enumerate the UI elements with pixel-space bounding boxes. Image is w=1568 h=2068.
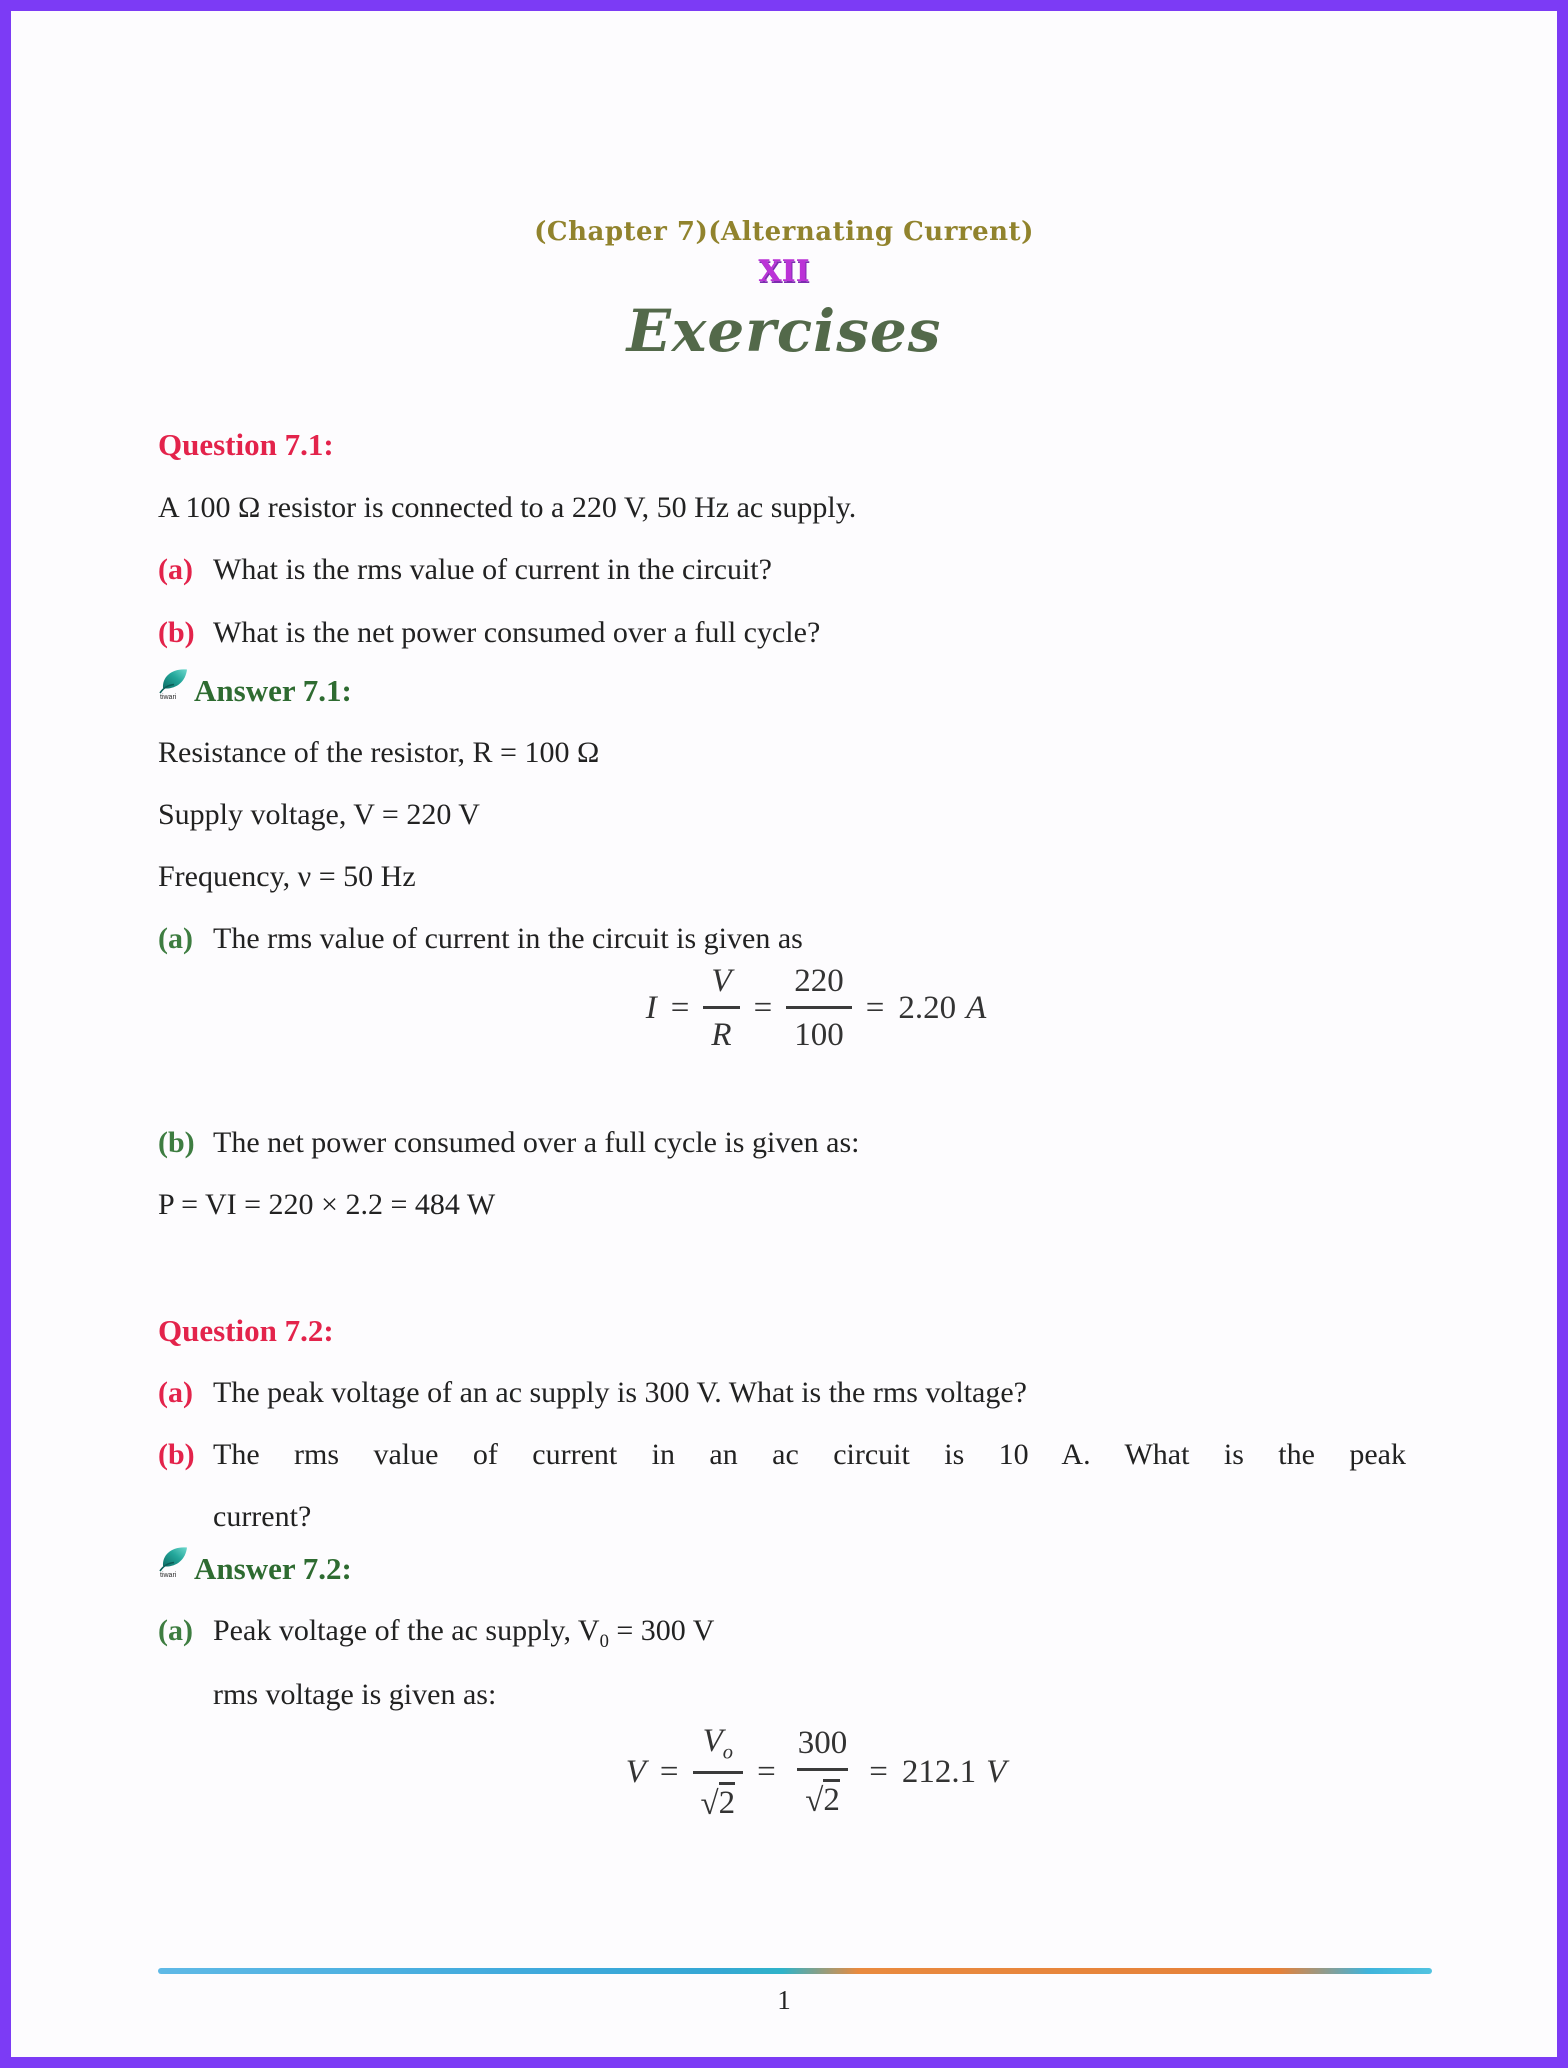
math-lhs: I [645, 990, 657, 1026]
formula-rms-voltage: V = $\frac{V_o}{√2}$ = $\frac{300}{√2}$ = 212.1 V [625, 1723, 1007, 1822]
item-marker: (a) [158, 1376, 193, 1409]
tiwari-leaf-icon [156, 1543, 192, 1581]
question-7-2-item-b [158, 1435, 1406, 1475]
item-marker: (a) [158, 1614, 193, 1647]
item-marker: (b) [158, 1438, 195, 1471]
question-7-2-item-b-cont: current? [213, 1500, 312, 1533]
formula-rms-current: I = $\frac{V}{R}$ = $\frac{220}{100}$ = 2.20 A [645, 963, 987, 1053]
question-7-1-intro: A 100 Ω resistor is connected to a 220 V, 50 Hz ac supply. [158, 491, 857, 524]
answer-7-2-line-rms: rms voltage is given as: [213, 1678, 497, 1711]
item-text: What is the rms value of current in the circuit? [213, 553, 772, 586]
answer-7-1-line-frequency: Frequency, ν = 50 Hz [158, 860, 416, 893]
answer-7-2-item-a [158, 1611, 1406, 1662]
svg-text:tiwari: tiwari [160, 694, 177, 701]
question-7-1-item-a [158, 550, 1406, 590]
fraction-300-over-sqrt2: $\frac{300}{√2}$ [797, 1725, 848, 1820]
item-text: The net power consumed over a full cycle is given as: [213, 1126, 860, 1159]
item-marker: (a) [158, 553, 193, 586]
math-unit: A [966, 990, 987, 1026]
page-title: Exercises [626, 297, 942, 365]
tiwari-leaf-icon [156, 665, 192, 703]
subscript-zero: 0 [599, 1631, 609, 1652]
question-7-1-item-b [158, 613, 1406, 653]
answer-7-1-item-b [158, 1123, 1406, 1163]
answer-7-1-line-resistance: Resistance of the resistor, R = 100 Ω [158, 736, 600, 769]
item-text: What is the net power consumed over a full cycle? [213, 616, 821, 649]
fraction-v-over-r: $\frac{V}{R}$ [703, 963, 739, 1054]
item-text: The rms value of current in the circuit is given as [213, 922, 803, 955]
item-text: The peak voltage of an ac supply is 300 V. What is the rms voltage? [213, 1376, 1027, 1409]
item-marker: (b) [158, 1126, 195, 1159]
class-label: XII [758, 254, 810, 289]
item-marker: (a) [158, 922, 193, 955]
item-text: The rms value of current in an ac circuit is 10 A. What is the peak [213, 1438, 1406, 1471]
question-7-2-item-a [158, 1373, 1406, 1413]
fraction-vo-over-sqrt2: $\frac{V_o}{√2}$ [693, 1723, 744, 1822]
answer-7-2-heading: Answer 7.2: [194, 1551, 352, 1586]
answer-7-1-item-a [158, 919, 1406, 959]
svg-text:tiwari: tiwari [160, 1572, 177, 1579]
footer-divider [158, 1968, 1432, 1974]
math-lhs: V [625, 1753, 646, 1790]
question-7-2-heading: Question 7.2: [158, 1313, 334, 1348]
math-unit: V [986, 1753, 1007, 1790]
fraction-220-over-100: $\frac{220}{100}$ [786, 963, 852, 1054]
answer-7-1-power-line: P = VI = 220 × 2.2 = 484 W [158, 1188, 496, 1221]
question-7-1-heading: Question 7.1: [158, 427, 334, 462]
answer-7-1-line-voltage: Supply voltage, V = 220 V [158, 798, 480, 831]
item-text: Peak voltage of the ac supply, $V_0 = 300$ V [213, 1614, 715, 1652]
answer-7-1-heading: Answer 7.1: [194, 673, 352, 708]
page-number: 1 [777, 1985, 791, 2015]
item-marker: (b) [158, 616, 195, 649]
chapter-heading: (Chapter 7)(Alternating Current) [534, 217, 1034, 247]
